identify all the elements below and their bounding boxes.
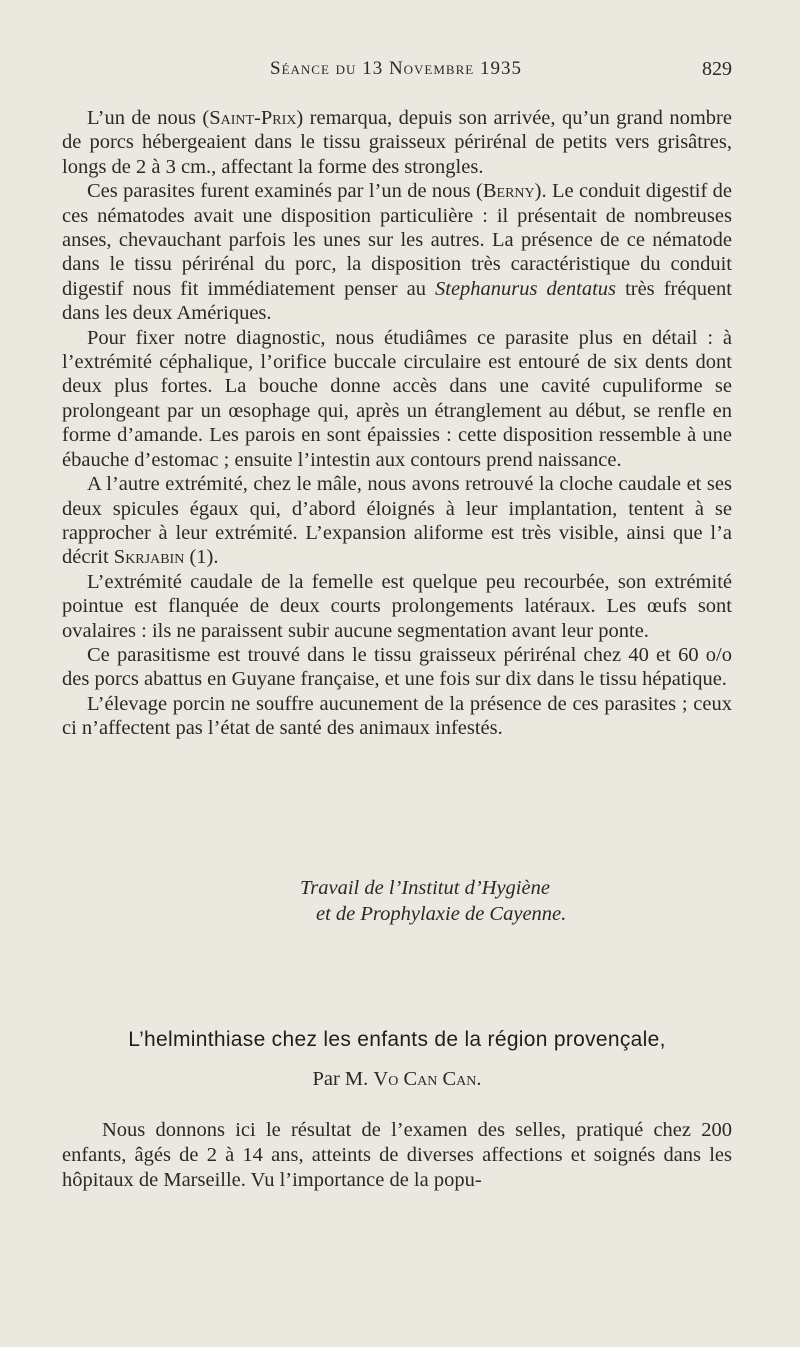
affiliation-signature [62,875,732,927]
paragraph [62,472,732,570]
paragraph-text: ) remarqua, depuis son arrivée, qu’un grand nombre de porcs hébergeaient dans le tissu graisseux périrénal de petits vers grisâtres, longs de 2 à 3 cm., affectant la forme des strongles. [62,107,732,178]
author-name: Berny [482,180,535,203]
paragraph: Nous donnons ici le résultat de l’examen des selles, pratiqué chez 200 enfants, âgés de 2 à 14 ans, atteints de diverses affections et soignés dans les hôpitaux de Marseille. Vu l’importance de la popu- [62,1119,732,1191]
paragraph-text: Ces parasites furent examinés par l’un de nous ( [87,180,483,203]
byline-prefix: Par M. [312,1068,374,1090]
paragraph-text: très fréquent dans les deux Amériques. [62,277,732,325]
paragraph-text: L’extrémité caudale de la femelle est quelque peu recourbée, son extrémité pointue est flanquée de deux courts prolongements latéraux. Les œufs sont ovalaires : ils ne paraissent subir aucune segmentation avant leur ponte. [62,570,732,642]
paragraph-text: Ce parasitisme est trouvé dans le tissu graisseux périrénal chez 40 et 60 o/o des porcs abattus en Guyane française, et une fois sur dix dans le tissu hépatique. [62,643,732,691]
page-number: 829 [702,58,732,80]
paragraph-text: A l’autre extrémité, chez le mâle, nous avons retrouvé la cloche caudale et ses deux spicules égaux qui, d’abord éloignés à leur implantation, tentent à se rapprocher à leur extrémité. L’expansion aliforme est très visible, ainsi que l’a décrit [62,473,732,569]
paragraph-text: (1). [184,546,219,569]
species-name: Stephanurus dentatus [435,277,617,300]
author-name: Vo Can Can [373,1068,477,1090]
byline-suffix: . [476,1068,482,1090]
body-text [62,106,732,741]
running-head [60,58,732,88]
paragraph [62,570,732,643]
paragraph [62,643,732,692]
paragraph-text: Pour fixer notre diagnostic, nous étudiâmes ce parasite plus en détail : à l’extrémité céphalique, l’orifice buccale circulaire est entouré de six dents dont deux plus fortes. La bouche donne accès dans une cavité cupuliforme se prolongeant par un œsophage qui, après un étranglement au début, se renfle en forme d’amande. Les parois en sont épaissies : cette disposition ressemble à une ébauche d’estomac ; ensuite l’intestin aux contours prend naissance. [62,326,732,471]
article-body [62,1118,732,1193]
affiliation-line-1: Travail de l’Institut d’Hygiène [300,877,550,899]
author-name: Skrjabin [113,546,185,569]
paragraph [62,179,732,325]
paragraph [62,326,732,472]
affiliation-line-2: et de Prophylaxie de Cayenne. [316,903,567,925]
paragraph-text: L’élevage porcin ne souffre aucunement de la présence de ces parasites ; ceux ci n’affectent pas l’état de santé des animaux infestés. [62,692,732,740]
paragraph [62,106,732,179]
paragraph [62,692,732,741]
paragraph-text: ). Le conduit digestif de ces nématodes avait une disposition particulière : il présentait de nombreuses anses, chevauchant parfois les unes sur les autres. La présence de ce nématode dans le tissu périrénal du porc, la disposition très caractéristique du conduit digestif nous fit immédiatement penser au [62,180,732,300]
article-byline [62,1068,732,1091]
article-title: L’helminthiase chez les enfants de la région provençale, [128,1028,666,1051]
paragraph-text: L’un de nous ( [87,107,210,129]
running-head-title: Séance du 13 Novembre 1935 [270,58,522,79]
author-name: Saint-Prix [209,107,297,129]
